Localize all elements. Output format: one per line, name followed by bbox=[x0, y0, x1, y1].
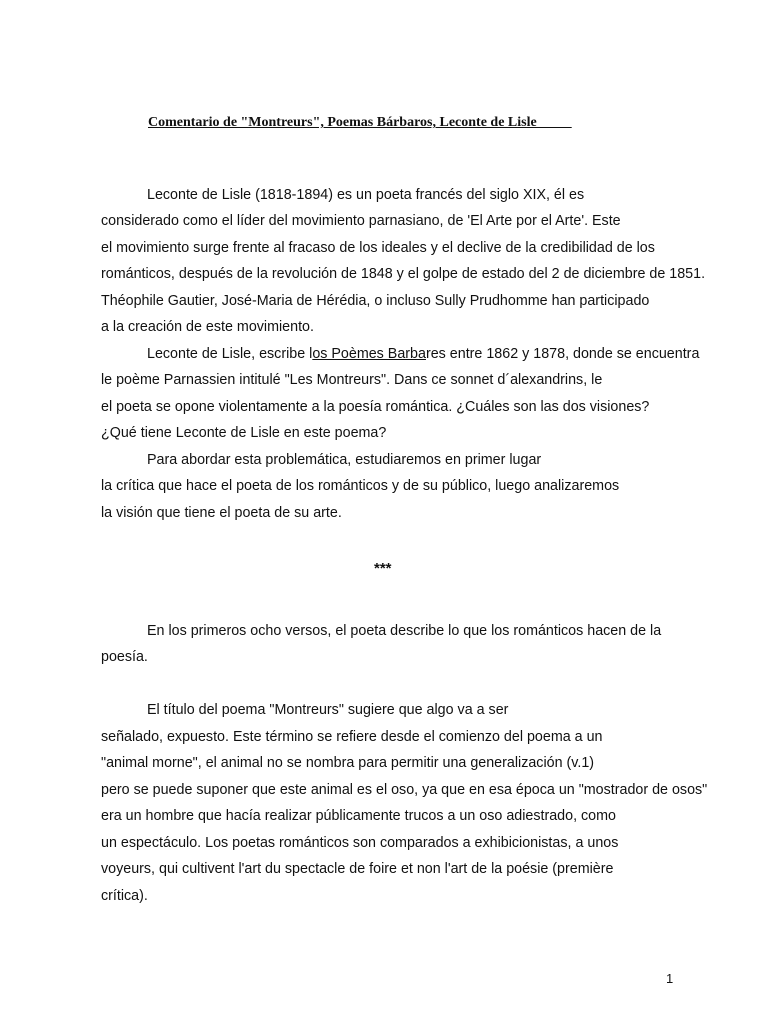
paragraph-line: Para abordar esta problemática, estudiaremos en primer lugar bbox=[147, 452, 542, 468]
paragraph-line: señalado, expuesto. Este término se refiere desde el comienzo del poema a un bbox=[101, 729, 603, 745]
text-run: res entre 1862 y 1878, donde se encuentra bbox=[425, 346, 700, 362]
paragraph-line: ¿Qué tiene Leconte de Lisle en este poema? bbox=[101, 425, 387, 441]
paragraph-line: El título del poema "Montreurs" sugiere que algo va a ser bbox=[147, 702, 509, 718]
paragraph-line: voyeurs, qui cultivent l'art du spectacle de foire et non l'art de la poésie (première bbox=[101, 861, 614, 877]
paragraph-line: pero se puede suponer que este animal es el oso, ya que en esa época un "mostrador de osos" bbox=[101, 782, 708, 798]
paragraph-line: poesía. bbox=[101, 649, 148, 665]
paragraph-line: la visión que tiene el poeta de su arte. bbox=[101, 505, 342, 521]
paragraph-line: la crítica que hace el poeta de los románticos y de su público, luego analizaremos bbox=[101, 478, 620, 494]
paragraph-line: era un hombre que hacía realizar públicamente trucos a un oso adiestrado, como bbox=[101, 808, 616, 824]
paragraph-line: considerado como el líder del movimiento parnasiano, de 'El Arte por el Arte'. Este bbox=[101, 213, 621, 229]
paragraph-line: En los primeros ocho versos, el poeta describe lo que los románticos hacen de la bbox=[147, 623, 662, 639]
paragraph-line: el poeta se opone violentamente a la poesía romántica. ¿Cuáles son las dos visiones? bbox=[101, 399, 650, 415]
paragraph-line: a la creación de este movimiento. bbox=[101, 319, 314, 335]
paragraph-line: Théophile Gautier, José-Maria de Hérédia, o incluso Sully Prudhomme han participado bbox=[101, 293, 650, 309]
page-number: 1 bbox=[666, 971, 674, 986]
document-title: Comentario de "Montreurs", Poemas Bárbaros, Leconte de Lisle bbox=[148, 115, 572, 130]
paragraph-line: un espectáculo. Los poetas románticos son comparados a exhibicionistas, a unos bbox=[101, 835, 619, 851]
underlined-book-title: os Poèmes Barba bbox=[312, 346, 426, 362]
text-run: Leconte de Lisle, escribe l bbox=[147, 346, 313, 362]
paragraph-line bbox=[147, 346, 699, 363]
paragraph-line: le poème Parnassien intitulé "Les Montreurs". Dans ce sonnet d´alexandrins, le bbox=[101, 372, 603, 388]
paragraph-line: románticos, después de la revolución de 1848 y el golpe de estado del 2 de diciembre de 1851. bbox=[101, 266, 706, 282]
paragraph-line: crítica). bbox=[101, 888, 148, 904]
paragraph-line: el movimiento surge frente al fracaso de los ideales y el declive de la credibilidad de los bbox=[101, 240, 655, 256]
paragraph-line: Leconte de Lisle (1818-1894) es un poeta francés del siglo XIX, él es bbox=[147, 187, 585, 203]
paragraph-line: "animal morne", el animal no se nombra para permitir una generalización (v.1) bbox=[101, 755, 595, 771]
section-separator: *** bbox=[374, 560, 392, 577]
